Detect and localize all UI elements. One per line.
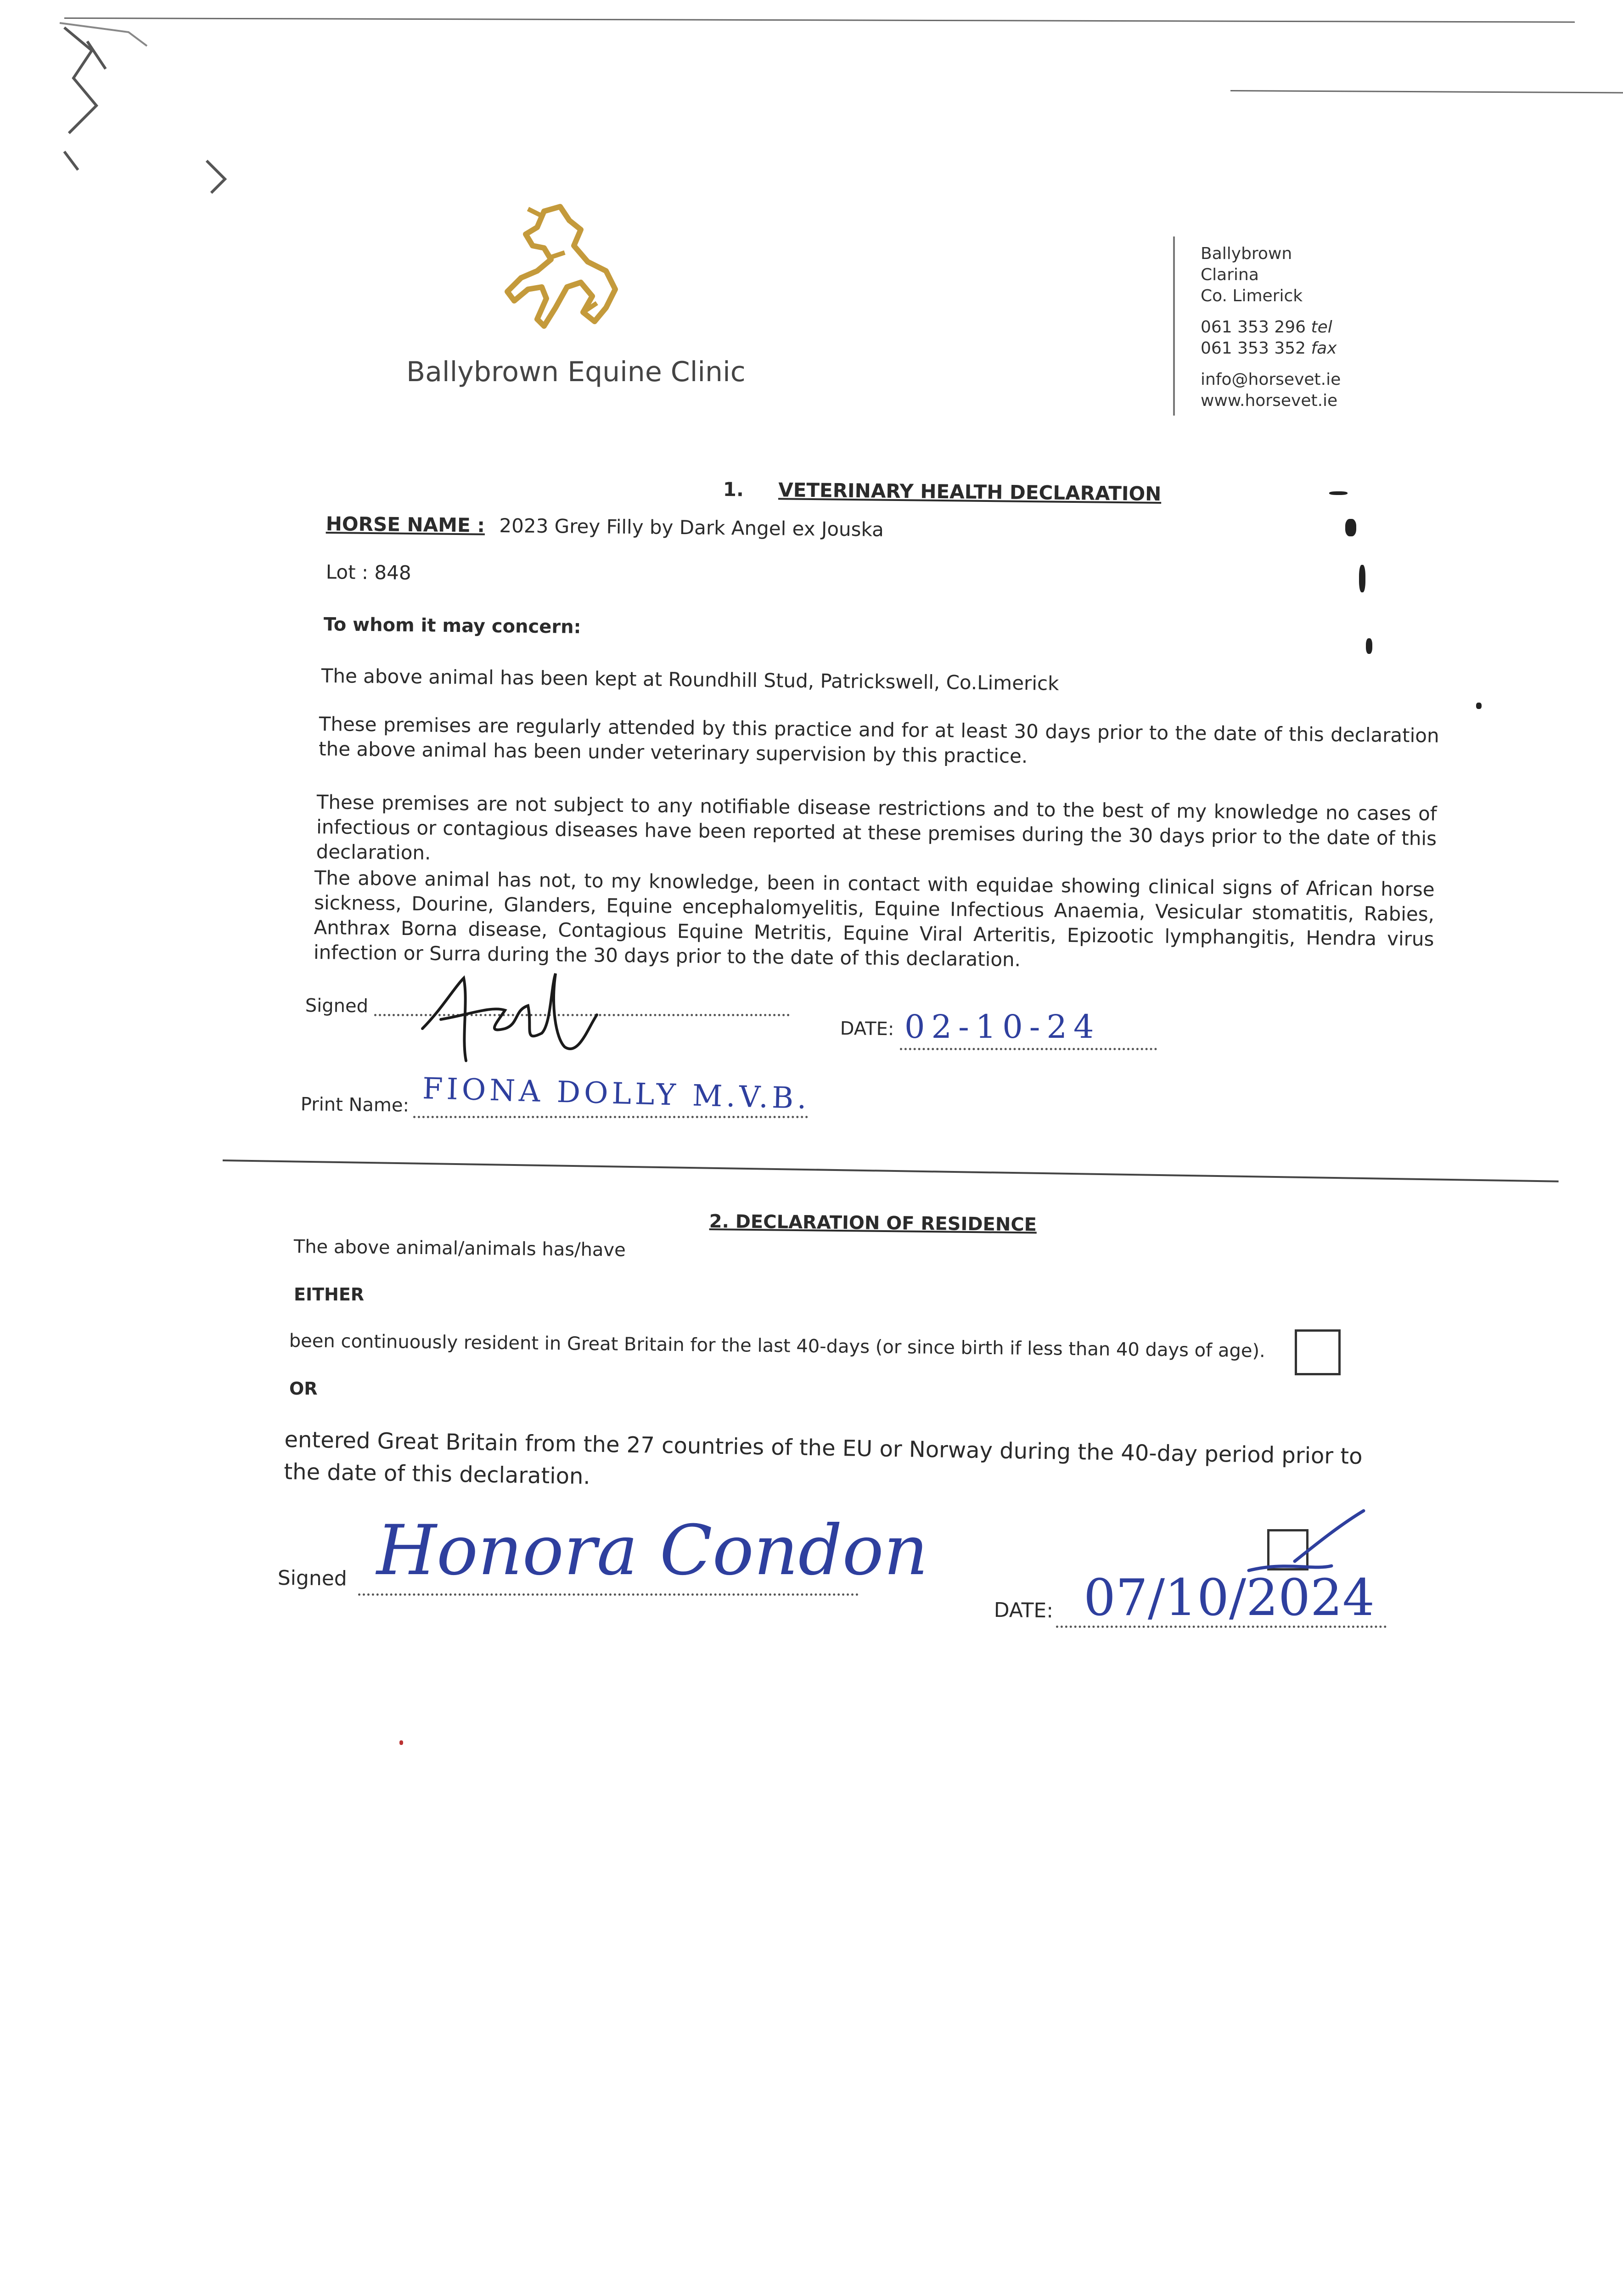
horse-name-value: 2023 Grey Filly by Dark Angel ex Jouska	[499, 514, 884, 541]
section-divider	[223, 1159, 1559, 1182]
residence-option-2: entered Great Britain from the 27 countries of the EU or Norway during the 40-day period prior to the date of this declaration.	[283, 1426, 1363, 1490]
salutation: To whom it may concern:	[323, 614, 581, 638]
owner-signature: Honora Condon	[376, 1511, 928, 1591]
paragraph-supervision: These premises are regularly attended by this practice and for at least 30 days prior to the date of this declaration the above animal has been under veterinary supervision by this practice.	[318, 712, 1439, 768]
lot-number: Lot : 848	[326, 561, 411, 584]
address-line: Ballybrown	[1201, 244, 1292, 263]
signed-label-1: Signed	[305, 995, 369, 1017]
section1-title	[723, 480, 1162, 504]
residence-option-1: been continuously resident in Great Britain for the last 40-days (or since birth if less than 40 days of age).	[289, 1330, 1266, 1362]
fax-number: 061 353 352	[1201, 339, 1306, 358]
address-divider	[1173, 236, 1175, 416]
website-link[interactable]: www.horsevet.ie	[1201, 391, 1338, 410]
clinic-address	[1201, 243, 1341, 411]
scan-speck	[1359, 565, 1365, 592]
scan-speck	[1329, 491, 1348, 495]
clinic-name: Ballybrown Equine Clinic	[406, 356, 746, 388]
option-1-checkbox[interactable]	[1295, 1329, 1341, 1375]
rearing-horse-logo-icon	[500, 202, 620, 331]
or-label: OR	[289, 1379, 318, 1399]
either-label: EITHER	[294, 1284, 365, 1305]
paragraph-restrictions: These premises are not subject to any notifiable disease restrictions and to the best of my knowledge no cases of infectious or contagious diseases have been reported at these premises during the 30 days prior to the date of this declaration.	[316, 790, 1437, 864]
phone-suffix: tel	[1311, 318, 1332, 337]
horse-name-label: HORSE NAME :	[326, 512, 485, 537]
vet-printed-name: FIONA DOLLY M.V.B.	[422, 1071, 811, 1116]
paragraph-contact: The above animal has not, to my knowledge, been in contact with equidae showing clinical signs of African horse sickness, Dourine, Glanders, Equine encephalomyelitis, Equine Infectious Anaemia, Vesicular stomatitis, Rabies, Anthrax Borna disease, Contagious Equine Metritis, Equine Viral Arteritis, Epizootic lymphangitis, Hendra virus infection or Surra during the 30 days prior to the date of this declaration.	[313, 866, 1435, 971]
date-label-2: DATE:	[994, 1598, 1054, 1623]
section2-title: 2. DECLARATION OF RESIDENCE	[709, 1211, 1037, 1236]
date-label-1: DATE:	[840, 1018, 894, 1040]
scan-noise-corner	[55, 14, 248, 271]
paragraph-premises: The above animal has been kept at Roundhill Stud, Patrickswell, Co.Limerick	[321, 664, 1059, 695]
residence-intro: The above animal/animals has/have	[293, 1236, 626, 1261]
date-line-1	[900, 1048, 1157, 1050]
section1-number: 1.	[723, 478, 744, 501]
fax-suffix: fax	[1311, 339, 1337, 358]
scan-speck	[399, 1740, 403, 1745]
print-name-label: Print Name:	[300, 1094, 410, 1116]
phone-number: 061 353 296	[1201, 318, 1306, 337]
phone-line	[1201, 317, 1341, 338]
address-line: Clarina	[1201, 265, 1259, 284]
scan-edge-top	[64, 17, 1575, 23]
owner-signature-date: 07/10/2024	[1084, 1568, 1375, 1627]
scan-speck	[1366, 638, 1372, 654]
address-line: Co. Limerick	[1201, 287, 1303, 305]
print-name-line	[413, 1116, 808, 1118]
email-link[interactable]: info@horsevet.ie	[1201, 370, 1341, 389]
horse-name-line	[326, 514, 884, 540]
section1-title-text: VETERINARY HEALTH DECLARATION	[778, 478, 1162, 505]
fax-line	[1201, 338, 1341, 359]
signed-label-2: Signed	[277, 1566, 348, 1591]
scan-speck	[1476, 703, 1482, 709]
vet-signature-date: 02-10-24	[904, 1008, 1101, 1046]
scan-edge-top-right	[1230, 90, 1623, 93]
vet-signature	[413, 960, 615, 1070]
scan-speck	[1345, 519, 1356, 536]
signature-line-2	[358, 1593, 859, 1596]
